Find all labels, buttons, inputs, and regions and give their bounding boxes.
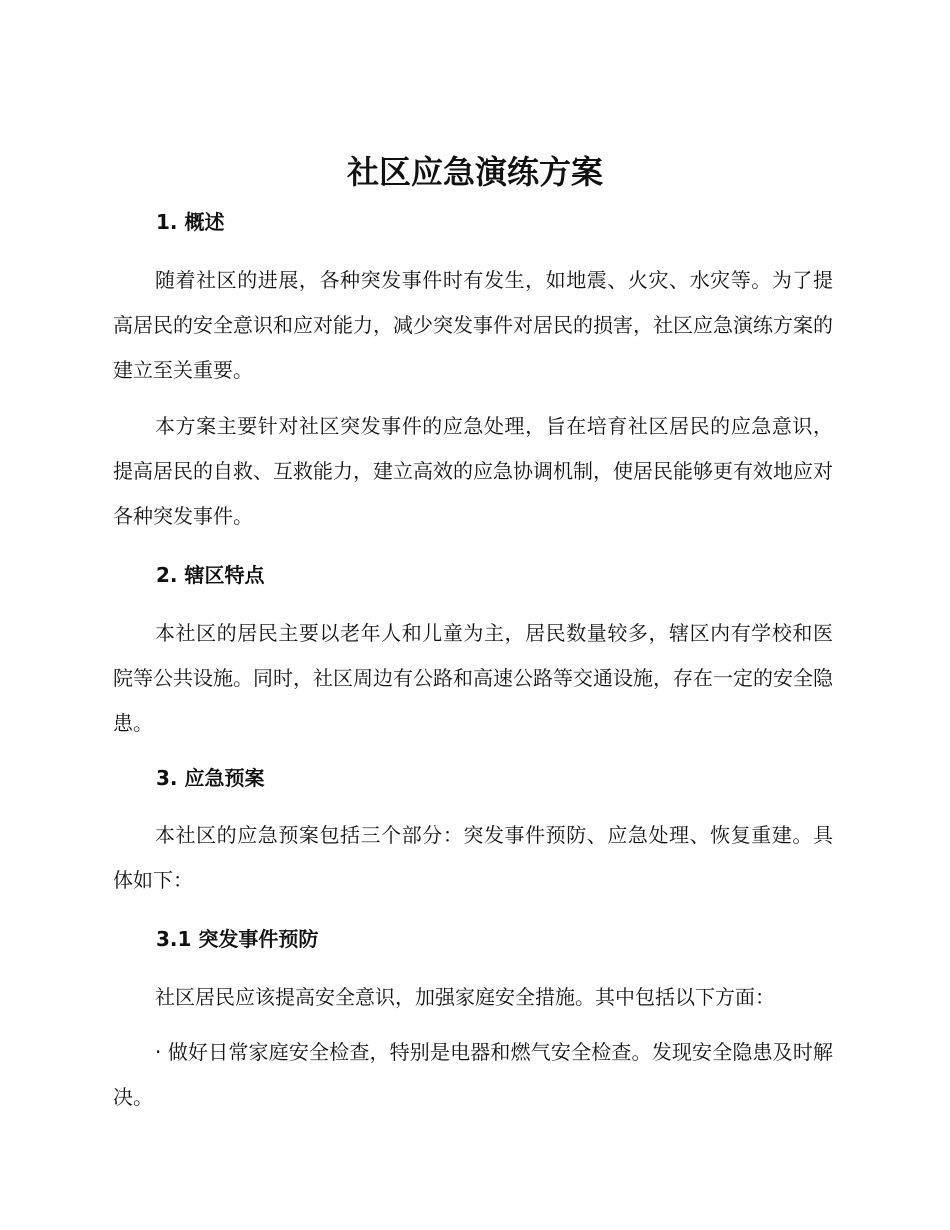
section-heading-district-features: 2. 辖区特点: [156, 563, 265, 587]
section-heading-emergency-plan: 3. 应急预案: [156, 766, 265, 790]
section-heading-overview: 1. 概述: [156, 210, 225, 234]
document-title: 社区应急演练方案: [346, 153, 603, 191]
paragraph-overview-1: 随着社区的进展，各种突发事件时有发生，如地震、火灾、水灾等。为了提高居民的安全意识和应对能力，减少突发事件对居民的损害，社区应急演练方案的建立至关重要。: [113, 268, 833, 382]
paragraph-district-features: 本社区的居民主要以老年人和儿童为主，居民数量较多，辖区内有学校和医院等公共设施。同时，社区周边有公路和高速公路等交通设施，存在一定的安全隐患。: [113, 621, 833, 735]
section-heading-prevention: 3.1 突发事件预防: [156, 927, 319, 951]
paragraph-overview-2: 本方案主要针对社区突发事件的应急处理，旨在培育社区居民的应急意识，提高居民的自救、互救能力，建立高效的应急协调机制，使居民能够更有效地应对各种突发事件。: [113, 414, 833, 528]
list-item-home-safety-check: · 做好日常家庭安全检查，特别是电器和燃气安全检查。发现安全隐患及时解决。: [113, 1040, 833, 1109]
paragraph-emergency-plan: 本社区的应急预案包括三个部分：突发事件预防、应急处理、恢复重建。具体如下：: [113, 823, 833, 892]
paragraph-prevention-intro: 社区居民应该提高安全意识，加强家庭安全措施。其中包括以下方面：: [155, 985, 775, 1009]
